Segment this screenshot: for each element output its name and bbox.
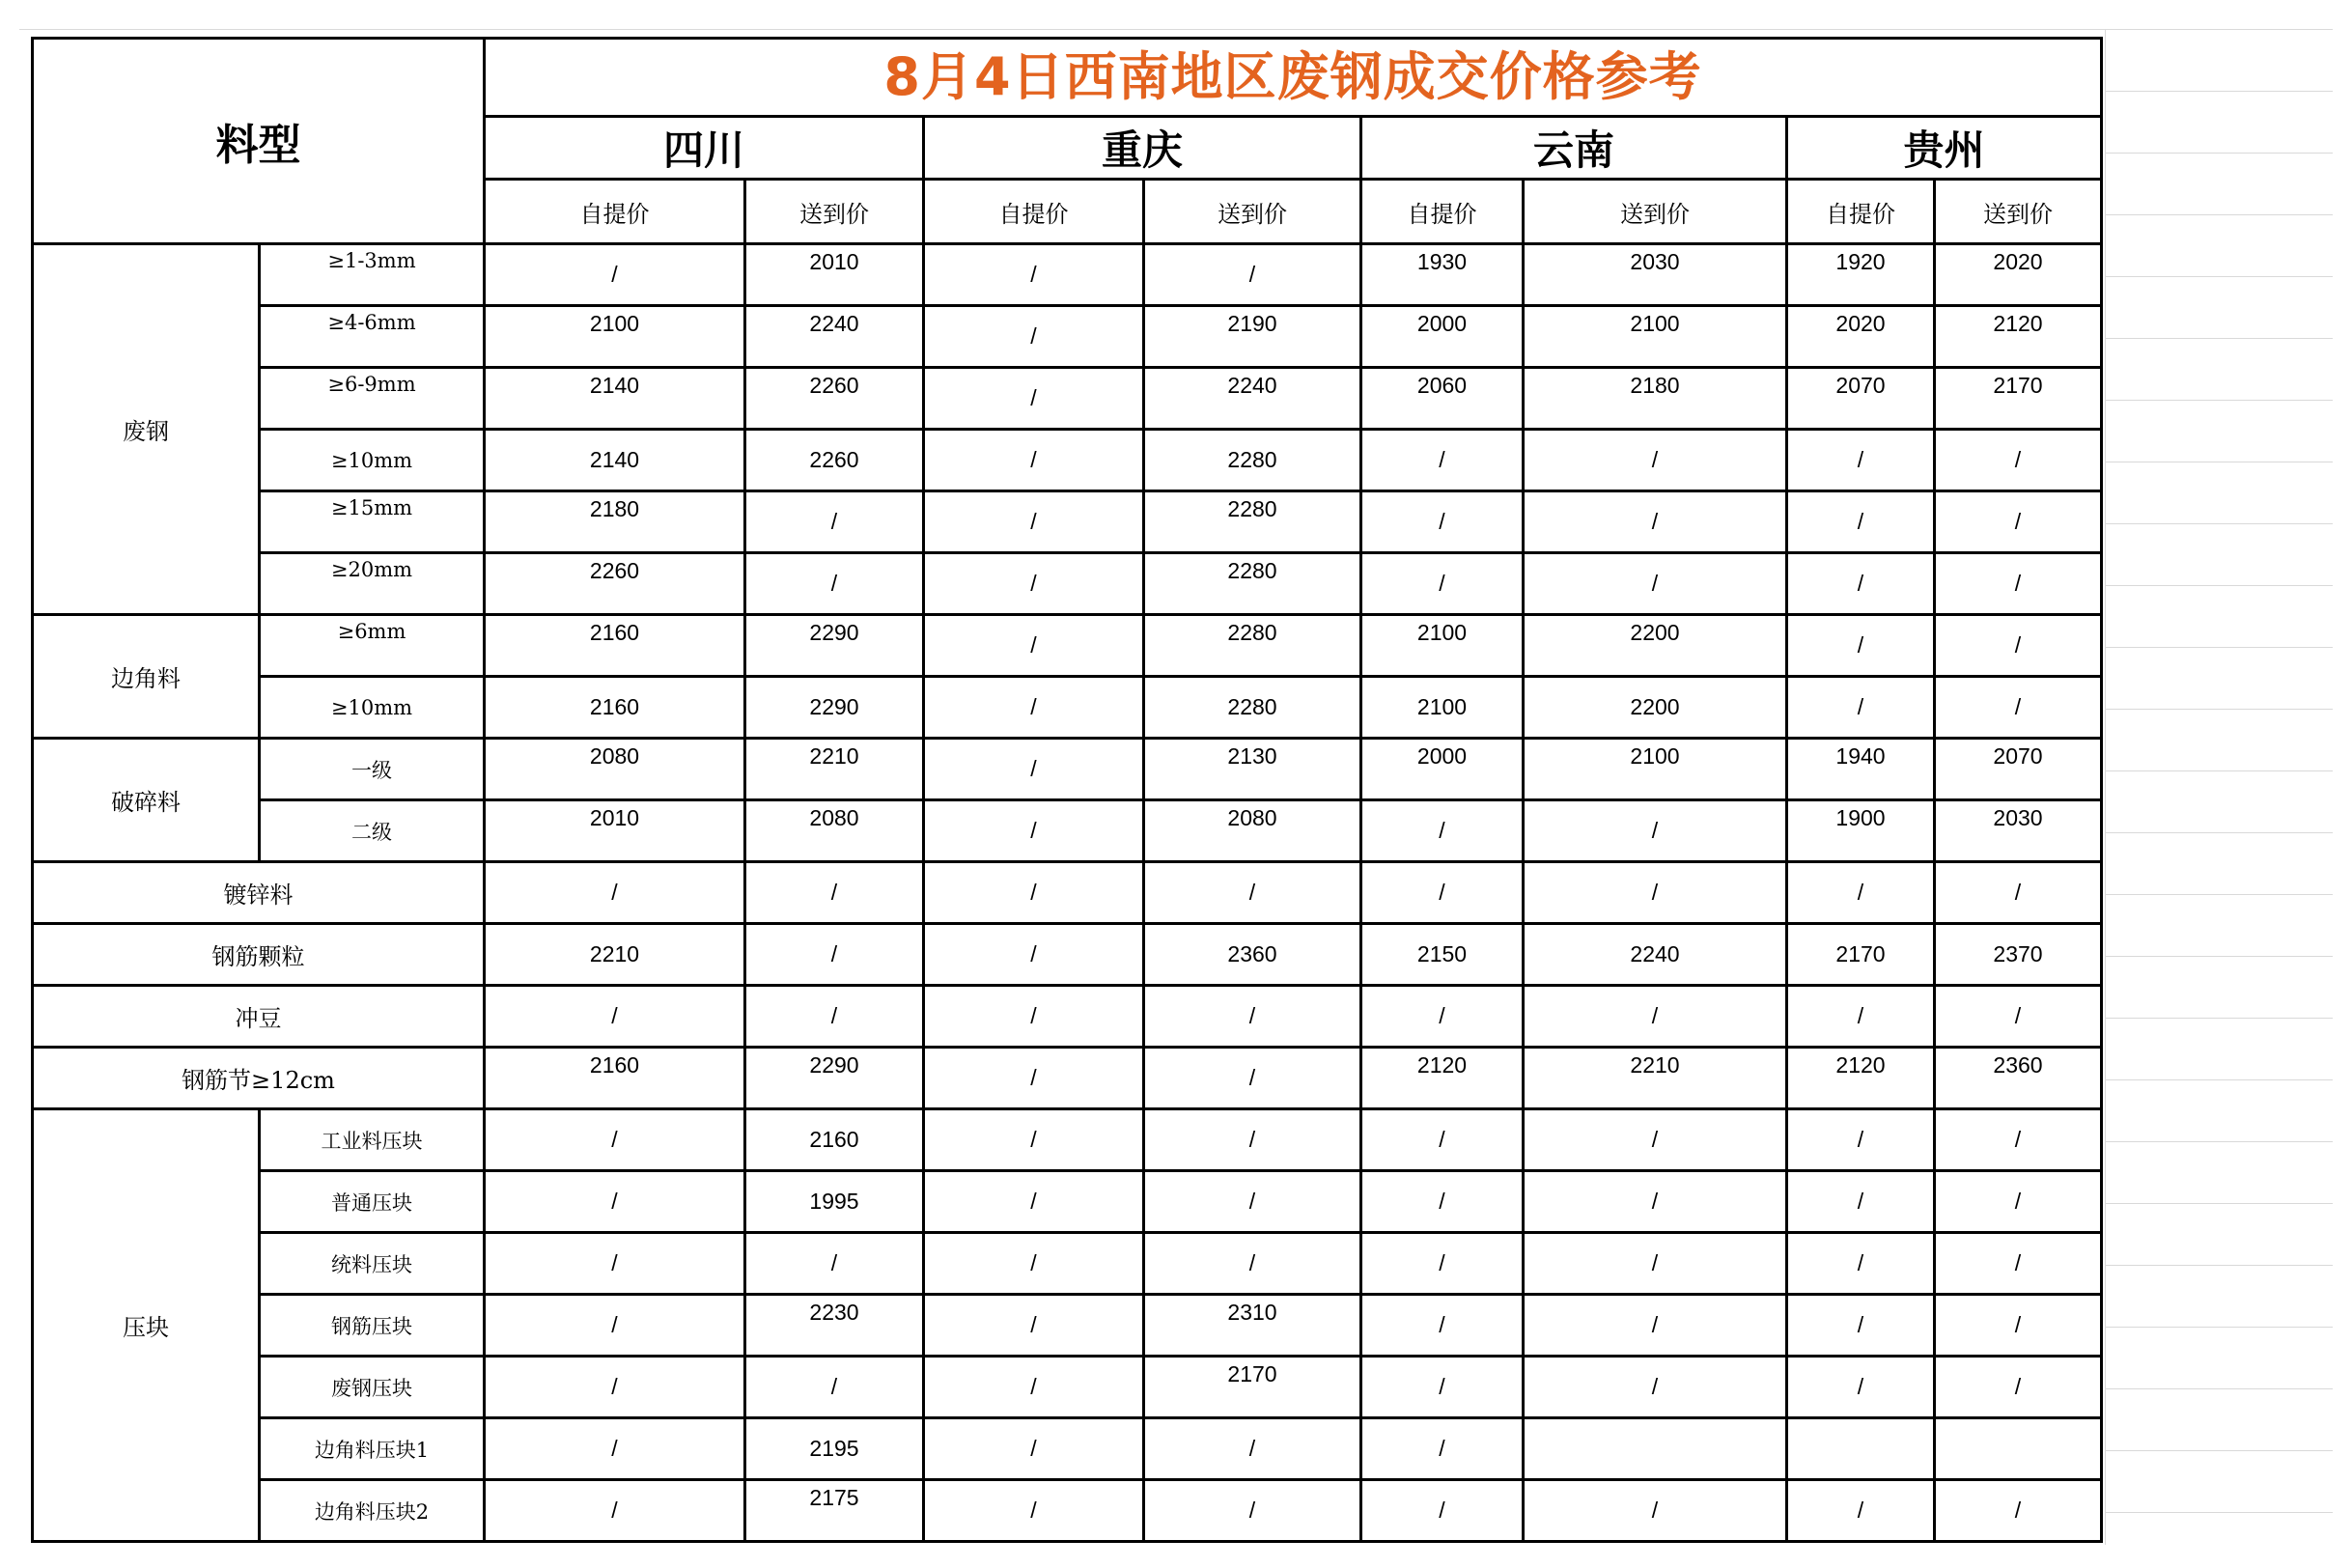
empty-price-cell: / <box>924 1357 1144 1418</box>
price-type-delivered: 送到价 <box>1524 180 1787 244</box>
empty-price-cell: / <box>1361 1295 1524 1357</box>
table-row <box>33 1357 2102 1418</box>
empty-price-cell: / <box>1787 1357 1935 1418</box>
empty-price-cell: / <box>1787 553 1935 615</box>
price-type-pickup: 自提价 <box>924 180 1144 244</box>
empty-price-cell: / <box>924 1418 1144 1480</box>
material-subtype: 普通压块 <box>260 1171 485 1233</box>
price-cell: 2175 <box>745 1480 924 1542</box>
region-sichuan: 四川 <box>485 117 924 180</box>
price-cell: 2190 <box>1144 306 1361 368</box>
empty-price-cell: / <box>1787 615 1935 677</box>
table-row <box>33 862 2102 924</box>
price-type-delivered: 送到价 <box>745 180 924 244</box>
price-cell: 2100 <box>1361 615 1524 677</box>
material-subtype: 废钢压块 <box>260 1357 485 1418</box>
region-guizhou: 贵州 <box>1787 117 2102 180</box>
empty-price-cell: / <box>745 1233 924 1295</box>
price-cell: 2240 <box>1144 368 1361 430</box>
price-table <box>31 37 2103 1543</box>
price-cell: 2360 <box>1935 1048 2102 1109</box>
empty-price-cell: / <box>1935 986 2102 1048</box>
empty-price-cell: / <box>1144 1109 1361 1171</box>
empty-price-cell: / <box>1144 244 1361 306</box>
empty-price-cell: / <box>924 677 1144 739</box>
table-row <box>33 739 2102 800</box>
category-rebar-particles: 钢筋颗粒 <box>33 924 485 986</box>
empty-price-cell: / <box>745 491 924 553</box>
empty-price-cell: / <box>1361 553 1524 615</box>
empty-price-cell: / <box>1787 491 1935 553</box>
empty-price-cell: / <box>485 986 745 1048</box>
empty-price-cell: / <box>924 615 1144 677</box>
empty-price-cell: / <box>1524 800 1787 862</box>
empty-price-cell: / <box>485 244 745 306</box>
empty-price-cell: / <box>1935 553 2102 615</box>
empty-price-cell: / <box>1361 986 1524 1048</box>
table-row <box>33 1109 2102 1171</box>
price-cell: 2170 <box>1787 924 1935 986</box>
price-cell: 2100 <box>1524 739 1787 800</box>
empty-price-cell: / <box>1361 491 1524 553</box>
empty-price-cell: / <box>1144 1480 1361 1542</box>
empty-price-cell: / <box>1144 862 1361 924</box>
empty-price-cell: / <box>924 862 1144 924</box>
category-galvanized: 镀锌料 <box>33 862 485 924</box>
empty-price-cell: / <box>1935 491 2102 553</box>
corner-label: 料型 <box>33 39 485 244</box>
price-cell: 2020 <box>1935 244 2102 306</box>
price-type-pickup: 自提价 <box>485 180 745 244</box>
empty-price-cell: / <box>924 1048 1144 1109</box>
price-cell: 2200 <box>1524 677 1787 739</box>
empty-price-cell: / <box>924 553 1144 615</box>
price-cell: 2280 <box>1144 615 1361 677</box>
empty-price-cell: / <box>1144 986 1361 1048</box>
material-subtype: 边角料压块2 <box>260 1480 485 1542</box>
price-cell: 2000 <box>1361 306 1524 368</box>
empty-price-cell: / <box>924 306 1144 368</box>
material-subtype: ≥4-6mm <box>260 306 485 368</box>
price-cell: 2280 <box>1144 491 1361 553</box>
empty-price-cell: / <box>1361 800 1524 862</box>
category-edge: 边角料 <box>33 615 260 739</box>
price-cell: 2280 <box>1144 677 1361 739</box>
empty-price-cell <box>1935 1418 2102 1480</box>
price-cell: 2230 <box>745 1295 924 1357</box>
empty-price-cell: / <box>745 924 924 986</box>
price-cell: 2260 <box>745 368 924 430</box>
price-cell: 2290 <box>745 615 924 677</box>
price-cell: 2120 <box>1361 1048 1524 1109</box>
empty-price-cell: / <box>1935 615 2102 677</box>
empty-price-cell: / <box>745 1357 924 1418</box>
price-cell: 1995 <box>745 1171 924 1233</box>
table-row <box>33 1418 2102 1480</box>
empty-price-cell: / <box>1935 430 2102 491</box>
price-cell: 2240 <box>1524 924 1787 986</box>
empty-price-cell: / <box>485 1233 745 1295</box>
price-cell: 2000 <box>1361 739 1524 800</box>
empty-price-cell: / <box>485 1357 745 1418</box>
empty-price-cell: / <box>1524 491 1787 553</box>
table-row <box>33 615 2102 677</box>
price-cell: 2240 <box>745 306 924 368</box>
category-crushed: 破碎料 <box>33 739 260 862</box>
table-row <box>33 491 2102 553</box>
table-body <box>33 244 2102 1542</box>
price-cell: 2160 <box>485 677 745 739</box>
table-title: 8月4日西南地区废钢成交价格参考 <box>485 39 2102 117</box>
price-cell: 2140 <box>485 368 745 430</box>
price-cell: 2180 <box>1524 368 1787 430</box>
price-cell: 2290 <box>745 1048 924 1109</box>
empty-price-cell: / <box>1787 1233 1935 1295</box>
empty-price-cell: / <box>1524 1109 1787 1171</box>
empty-price-cell: / <box>1935 1480 2102 1542</box>
price-cell: 2310 <box>1144 1295 1361 1357</box>
table-row <box>33 986 2102 1048</box>
empty-price-cell: / <box>1935 1109 2102 1171</box>
material-subtype: 一级 <box>260 739 485 800</box>
sheet-gridlines <box>2105 29 2333 1545</box>
empty-price-cell: / <box>485 862 745 924</box>
empty-price-cell: / <box>1935 1295 2102 1357</box>
price-cell: 2200 <box>1524 615 1787 677</box>
material-subtype: 工业料压块 <box>260 1109 485 1171</box>
category-briquette: 压块 <box>33 1109 260 1542</box>
empty-price-cell: / <box>745 986 924 1048</box>
price-cell: 2160 <box>745 1109 924 1171</box>
price-cell: 2210 <box>745 739 924 800</box>
price-cell: 2160 <box>485 615 745 677</box>
price-cell: 2370 <box>1935 924 2102 986</box>
material-subtype: ≥6-9mm <box>260 368 485 430</box>
price-cell: 2140 <box>485 430 745 491</box>
table-row <box>33 677 2102 739</box>
empty-price-cell: / <box>1361 1171 1524 1233</box>
empty-price-cell: / <box>1361 1233 1524 1295</box>
price-cell: 2260 <box>745 430 924 491</box>
empty-price-cell: / <box>1935 677 2102 739</box>
empty-price-cell: / <box>1524 1357 1787 1418</box>
empty-price-cell: / <box>1524 1171 1787 1233</box>
table-row <box>33 306 2102 368</box>
empty-price-cell: / <box>924 924 1144 986</box>
table-row <box>33 924 2102 986</box>
empty-price-cell: / <box>924 430 1144 491</box>
empty-price-cell: / <box>485 1109 745 1171</box>
table-row <box>33 244 2102 306</box>
empty-price-cell: / <box>924 1171 1144 1233</box>
material-subtype: 边角料压块1 <box>260 1418 485 1480</box>
table-row <box>33 1480 2102 1542</box>
price-cell: 2260 <box>485 553 745 615</box>
empty-price-cell: / <box>745 553 924 615</box>
empty-price-cell: / <box>1935 1171 2102 1233</box>
empty-price-cell: / <box>1524 1295 1787 1357</box>
region-chongqing: 重庆 <box>924 117 1361 180</box>
price-cell: 2210 <box>1524 1048 1787 1109</box>
price-type-delivered: 送到价 <box>1144 180 1361 244</box>
category-punch: 冲豆 <box>33 986 485 1048</box>
empty-price-cell: / <box>485 1171 745 1233</box>
table-row <box>33 1295 2102 1357</box>
empty-price-cell: / <box>1361 1357 1524 1418</box>
empty-price-cell: / <box>1935 1233 2102 1295</box>
empty-price-cell: / <box>924 491 1144 553</box>
price-cell: 2170 <box>1144 1357 1361 1418</box>
empty-price-cell: / <box>1144 1171 1361 1233</box>
price-cell: 2290 <box>745 677 924 739</box>
price-cell: 2280 <box>1144 553 1361 615</box>
price-type-delivered: 送到价 <box>1935 180 2102 244</box>
price-cell: 2280 <box>1144 430 1361 491</box>
empty-price-cell: / <box>485 1295 745 1357</box>
empty-price-cell: / <box>924 368 1144 430</box>
empty-price-cell: / <box>1524 986 1787 1048</box>
table-row <box>33 800 2102 862</box>
empty-price-cell: / <box>1787 1480 1935 1542</box>
material-subtype: 钢筋压块 <box>260 1295 485 1357</box>
price-cell: 2210 <box>485 924 745 986</box>
empty-price-cell: / <box>1787 1109 1935 1171</box>
empty-price-cell: / <box>1361 1480 1524 1542</box>
empty-price-cell: / <box>924 739 1144 800</box>
empty-price-cell: / <box>1787 986 1935 1048</box>
material-subtype: 二级 <box>260 800 485 862</box>
empty-price-cell: / <box>485 1418 745 1480</box>
price-cell: 1930 <box>1361 244 1524 306</box>
empty-price-cell: / <box>1787 430 1935 491</box>
empty-price-cell: / <box>1935 1357 2102 1418</box>
price-cell: 2070 <box>1935 739 2102 800</box>
price-cell: 2070 <box>1787 368 1935 430</box>
empty-price-cell <box>1787 1418 1935 1480</box>
price-cell: 2010 <box>745 244 924 306</box>
sheet-gridline-top <box>19 29 2333 30</box>
empty-price-cell: / <box>1524 862 1787 924</box>
price-cell: 2080 <box>1144 800 1361 862</box>
price-cell: 2120 <box>1787 1048 1935 1109</box>
empty-price-cell: / <box>1787 1295 1935 1357</box>
price-cell: 2100 <box>485 306 745 368</box>
empty-price-cell: / <box>1144 1233 1361 1295</box>
table-row <box>33 1048 2102 1109</box>
empty-price-cell: / <box>1524 553 1787 615</box>
price-cell: 2100 <box>1361 677 1524 739</box>
empty-price-cell: / <box>1524 1233 1787 1295</box>
material-subtype: ≥10mm <box>260 430 485 491</box>
category-rebar-joint: 钢筋节≥12cm <box>33 1048 485 1109</box>
empty-price-cell: / <box>924 800 1144 862</box>
table-row <box>33 368 2102 430</box>
empty-price-cell: / <box>1524 430 1787 491</box>
empty-price-cell: / <box>924 244 1144 306</box>
empty-price-cell: / <box>1361 430 1524 491</box>
material-subtype: ≥1-3mm <box>260 244 485 306</box>
price-cell: 1920 <box>1787 244 1935 306</box>
price-cell: 2150 <box>1361 924 1524 986</box>
material-subtype: ≥10mm <box>260 677 485 739</box>
material-subtype: ≥15mm <box>260 491 485 553</box>
table-row <box>33 1171 2102 1233</box>
table-row <box>33 1233 2102 1295</box>
material-subtype: ≥6mm <box>260 615 485 677</box>
table-row <box>33 430 2102 491</box>
empty-price-cell: / <box>1144 1418 1361 1480</box>
price-cell: 2060 <box>1361 368 1524 430</box>
price-type-pickup: 自提价 <box>1787 180 1935 244</box>
empty-price-cell <box>1524 1418 1787 1480</box>
empty-price-cell: / <box>924 1233 1144 1295</box>
price-cell: 2120 <box>1935 306 2102 368</box>
price-cell: 2100 <box>1524 306 1787 368</box>
price-cell: 2130 <box>1144 739 1361 800</box>
price-cell: 2080 <box>485 739 745 800</box>
empty-price-cell: / <box>924 986 1144 1048</box>
empty-price-cell: / <box>1361 1418 1524 1480</box>
price-cell: 2195 <box>745 1418 924 1480</box>
price-cell: 1900 <box>1787 800 1935 862</box>
price-cell: 2080 <box>745 800 924 862</box>
price-cell: 2180 <box>485 491 745 553</box>
price-cell: 2030 <box>1935 800 2102 862</box>
price-cell: 1940 <box>1787 739 1935 800</box>
price-cell: 2020 <box>1787 306 1935 368</box>
empty-price-cell: / <box>924 1109 1144 1171</box>
price-cell: 2160 <box>485 1048 745 1109</box>
empty-price-cell: / <box>745 862 924 924</box>
empty-price-cell: / <box>1361 1109 1524 1171</box>
empty-price-cell: / <box>1787 1171 1935 1233</box>
empty-price-cell: / <box>924 1480 1144 1542</box>
region-yunnan: 云南 <box>1361 117 1787 180</box>
empty-price-cell: / <box>924 1295 1144 1357</box>
category-scrap: 废钢 <box>33 244 260 615</box>
empty-price-cell: / <box>1144 1048 1361 1109</box>
price-cell: 2030 <box>1524 244 1787 306</box>
price-cell: 2360 <box>1144 924 1361 986</box>
empty-price-cell: / <box>1524 1480 1787 1542</box>
price-cell: 2010 <box>485 800 745 862</box>
material-subtype: ≥20mm <box>260 553 485 615</box>
empty-price-cell: / <box>1361 862 1524 924</box>
price-type-pickup: 自提价 <box>1361 180 1524 244</box>
material-subtype: 统料压块 <box>260 1233 485 1295</box>
table-row <box>33 553 2102 615</box>
empty-price-cell: / <box>1787 862 1935 924</box>
empty-price-cell: / <box>1787 677 1935 739</box>
price-cell: 2170 <box>1935 368 2102 430</box>
empty-price-cell: / <box>1935 862 2102 924</box>
empty-price-cell: / <box>485 1480 745 1542</box>
